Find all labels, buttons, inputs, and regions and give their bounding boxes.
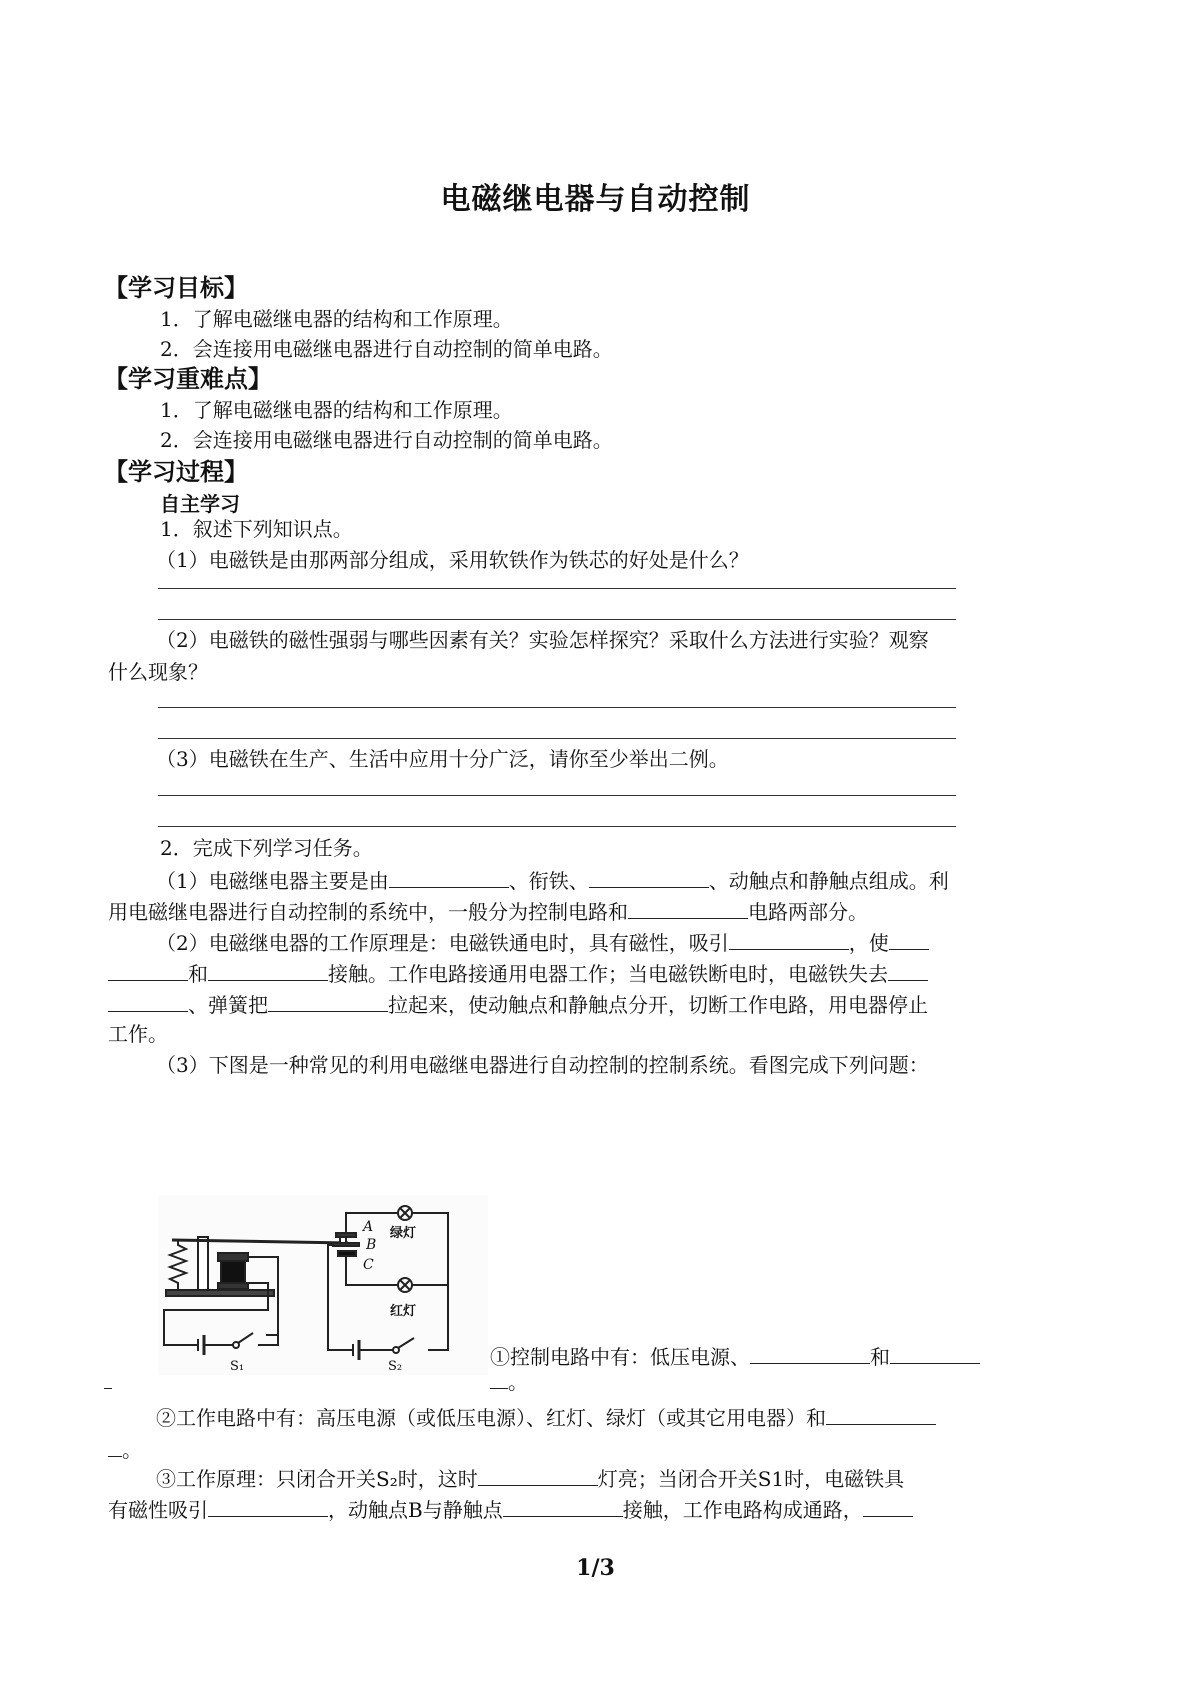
- answer-line[interactable]: [158, 707, 956, 708]
- circuit-diagram-svg: [158, 1195, 488, 1375]
- fill-blank[interactable]: [208, 960, 328, 981]
- svg-text:红灯: 红灯: [390, 1304, 417, 1319]
- answer-line[interactable]: [158, 619, 956, 620]
- fill-blank[interactable]: [889, 929, 929, 950]
- objective-item: 1．了解电磁继电器的结构和工作原理。: [160, 307, 513, 331]
- task1-question-1: （1）电磁铁是由那两部分组成，采用软铁作为铁芯的好处是什么？: [156, 548, 749, 572]
- task2-p2-line4: 工作。: [108, 1022, 168, 1046]
- svg-text:A: A: [363, 1219, 374, 1235]
- svg-text:B: B: [366, 1237, 377, 1253]
- fill-blank[interactable]: [108, 1436, 122, 1457]
- key-point-item: 2．会连接用电磁继电器进行自动控制的简单电路。: [160, 428, 613, 452]
- page-number: 1/3: [576, 1555, 615, 1581]
- fill-blank[interactable]: [104, 1368, 112, 1389]
- page-title: 电磁继电器与自动控制: [440, 182, 751, 217]
- relay-circuit-diagram: [158, 1195, 488, 1375]
- fill-blank[interactable]: [729, 929, 849, 950]
- fill-blank[interactable]: [108, 991, 188, 1012]
- answer-line[interactable]: [158, 826, 956, 827]
- task1-question-3: （3）电磁铁在生产、生活中应用十分广泛，请你至少举出二例。: [156, 747, 729, 771]
- task2-p2-line1: （2）电磁继电器的工作原理是：电磁铁通电时，具有磁性，吸引 ，使: [156, 929, 929, 955]
- svg-text:C: C: [363, 1257, 374, 1273]
- fill-blank[interactable]: [890, 1343, 980, 1364]
- fill-blank[interactable]: [888, 960, 928, 981]
- fill-blank[interactable]: [863, 1496, 913, 1517]
- task2-q3-line2: 有磁性吸引 ，动触点B与静触点 接触，工作电路构成通路，: [108, 1496, 913, 1522]
- task2-q2-line1: ②工作电路中有：高压电源（或低压电源）、红灯、绿灯（或其它用电器）和: [156, 1404, 936, 1430]
- fill-blank[interactable]: [490, 1368, 508, 1389]
- fill-blank[interactable]: [478, 1465, 598, 1486]
- task2-q2-line2: 。: [108, 1436, 142, 1462]
- task1-question-2-cont: 什么现象？: [108, 660, 208, 684]
- self-study-subheading: 自主学习: [160, 492, 240, 516]
- svg-text:绿灯: 绿灯: [390, 1226, 417, 1241]
- key-points-heading: 【学习重难点】: [104, 365, 272, 393]
- task2-label: 2．完成下列学习任务。: [160, 836, 373, 860]
- answer-line[interactable]: [158, 738, 956, 739]
- process-heading: 【学习过程】: [104, 458, 248, 486]
- fill-blank[interactable]: [628, 898, 748, 919]
- fill-blank[interactable]: [268, 991, 388, 1012]
- key-point-item: 1．了解电磁继电器的结构和工作原理。: [160, 398, 513, 422]
- fill-blank[interactable]: [503, 1496, 623, 1517]
- fill-blank[interactable]: [589, 867, 709, 888]
- task2-p1-line2: 用电磁继电器进行自动控制的系统中，一般分为控制电路和 电路两部分。: [108, 900, 868, 924]
- task1-label: 1．叙述下列知识点。: [160, 517, 353, 541]
- answer-line[interactable]: [158, 588, 956, 589]
- svg-text:S₂: S₂: [388, 1359, 403, 1374]
- task2-q3-line1: ③工作原理：只闭合开关S₂时，这时 灯亮；当闭合开关S1时，电磁铁具: [156, 1467, 905, 1491]
- task2-q1-line2: [104, 1368, 112, 1394]
- svg-text:S₁: S₁: [230, 1359, 245, 1374]
- task2-q1-line1: ①控制电路中有：低压电源、 和: [490, 1343, 980, 1369]
- task1-question-2: （2）电磁铁的磁性强弱与哪些因素有关？实验怎样探究？采取什么方法进行实验？观察: [156, 628, 929, 652]
- fill-blank[interactable]: [108, 960, 188, 981]
- task2-p2-line3: 、弹簧把 拉起来，使动触点和静触点分开，切断工作电路，用电器停止: [108, 991, 928, 1017]
- task2-p1-line1: （1）电磁继电器主要是由 、衔铁、 、动触点和静触点组成。利: [156, 869, 949, 893]
- task2-p2-line2: 和 接触。工作电路接通用电器工作；当电磁铁断电时，电磁铁失去: [108, 960, 928, 986]
- objectives-heading: 【学习目标】: [104, 274, 248, 302]
- objective-item: 2．会连接用电磁继电器进行自动控制的简单电路。: [160, 337, 613, 361]
- fill-blank[interactable]: [750, 1343, 870, 1364]
- fill-blank[interactable]: [826, 1404, 936, 1425]
- task2-p3: （3）下图是一种常见的利用电磁继电器进行自动控制的控制系统。看图完成下列问题：: [156, 1053, 929, 1077]
- task2-q1-line2-end: 。: [490, 1368, 528, 1394]
- fill-blank[interactable]: [389, 867, 509, 888]
- answer-line[interactable]: [158, 795, 956, 796]
- fill-blank[interactable]: [208, 1496, 328, 1517]
